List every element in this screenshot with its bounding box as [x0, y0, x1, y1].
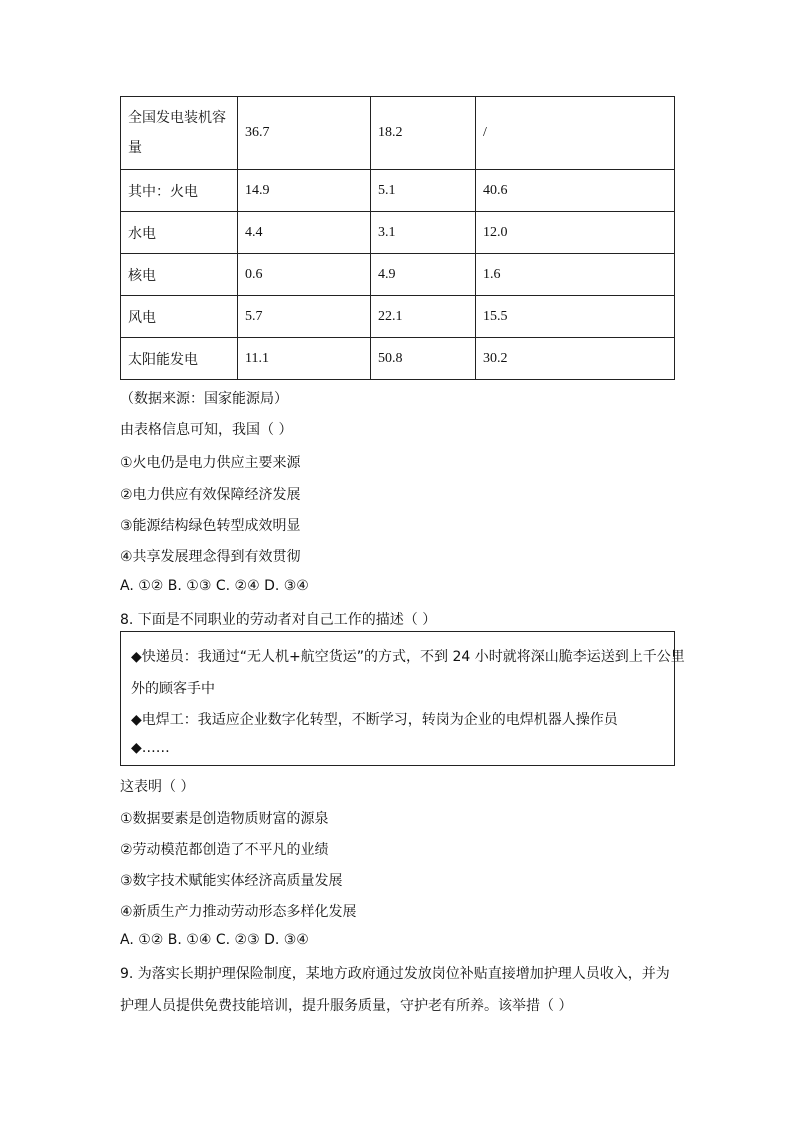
- table-cell: 1.6: [476, 254, 675, 296]
- table-cell: 4.9: [371, 254, 476, 296]
- table-cell: 14.9: [238, 170, 371, 212]
- q8-quote-box: [120, 631, 685, 766]
- table-row: [121, 296, 675, 338]
- q7-stem: 由表格信息可知，我国（ ）: [120, 422, 293, 438]
- table-cell: 5.7: [238, 296, 371, 338]
- power-capacity-table: [120, 96, 675, 380]
- label-line-1: 全国发电装机容: [128, 110, 226, 126]
- q8-stem: 8. 下面是不同职业的劳动者对自己工作的描述（ ）: [120, 612, 437, 628]
- table-cell: 50.8: [371, 338, 476, 380]
- q8-stem-2: 这表明（ ）: [120, 779, 195, 795]
- q7-option-1: ①火电仍是电力供应主要来源: [120, 455, 301, 471]
- q7-option-4: ④共享发展理念得到有效贯彻: [120, 549, 301, 565]
- table-cell-label: 太阳能发电: [121, 338, 238, 380]
- table-cell: 40.6: [476, 170, 675, 212]
- table-cell: 30.2: [476, 338, 675, 380]
- box-line-courier: ◆快递员：我通过“无人机+航空货运”的方式，不到 24 小时就将深山脆李运送到上千公里: [131, 649, 685, 665]
- table-cell: /: [476, 97, 675, 170]
- table-cell-label: 水电: [121, 212, 238, 254]
- table-cell-label: 风电: [121, 296, 238, 338]
- table-cell: 3.1: [371, 212, 476, 254]
- table-cell: 36.7: [238, 97, 371, 170]
- table-cell-label: [121, 97, 238, 170]
- table-cell: 12.0: [476, 212, 675, 254]
- q7-answer-choices: A. ①② B. ①③ C. ②④ D. ③④: [120, 578, 309, 594]
- table-cell-label: 核电: [121, 254, 238, 296]
- table-cell: 15.5: [476, 296, 675, 338]
- table-cell-label: 其中：火电: [121, 170, 238, 212]
- table-cell: 0.6: [238, 254, 371, 296]
- label-line-2: 量: [128, 140, 142, 156]
- q9-line-1: 9. 为落实长期护理保险制度，某地方政府通过发放岗位补贴直接增加护理人员收入，并为: [120, 966, 670, 982]
- table-row: [121, 254, 675, 296]
- table-cell: 4.4: [238, 212, 371, 254]
- q8-option-3: ③数字技术赋能实体经济高质量发展: [120, 873, 343, 889]
- data-source-note: （数据来源：国家能源局）: [120, 391, 288, 407]
- table-cell: 18.2: [371, 97, 476, 170]
- box-line-ellipsis: ◆……: [131, 740, 170, 756]
- q8-option-4: ④新质生产力推动劳动形态多样化发展: [120, 904, 357, 920]
- table-row: [121, 212, 675, 254]
- table-row: [121, 170, 675, 212]
- table-cell: 22.1: [371, 296, 476, 338]
- q7-option-2: ②电力供应有效保障经济发展: [120, 487, 301, 503]
- q7-option-3: ③能源结构绿色转型成效明显: [120, 518, 301, 534]
- q8-option-1: ①数据要素是创造物质财富的源泉: [120, 811, 329, 827]
- table-row: [121, 338, 675, 380]
- q9-line-2: 护理人员提供免费技能培训，提升服务质量，守护老有所养。该举措（ ）: [120, 998, 573, 1014]
- q8-option-2: ②劳动模范都创造了不平凡的业绩: [120, 842, 329, 858]
- box-line-welder: ◆电焊工：我适应企业数字化转型，不断学习，转岗为企业的电焊机器人操作员: [131, 712, 618, 728]
- box-line-courier-cont: 外的顾客手中: [131, 681, 215, 697]
- table-row: [121, 97, 675, 170]
- table-cell: 11.1: [238, 338, 371, 380]
- q8-answer-choices: A. ①② B. ①④ C. ②③ D. ③④: [120, 932, 309, 948]
- table-cell: 5.1: [371, 170, 476, 212]
